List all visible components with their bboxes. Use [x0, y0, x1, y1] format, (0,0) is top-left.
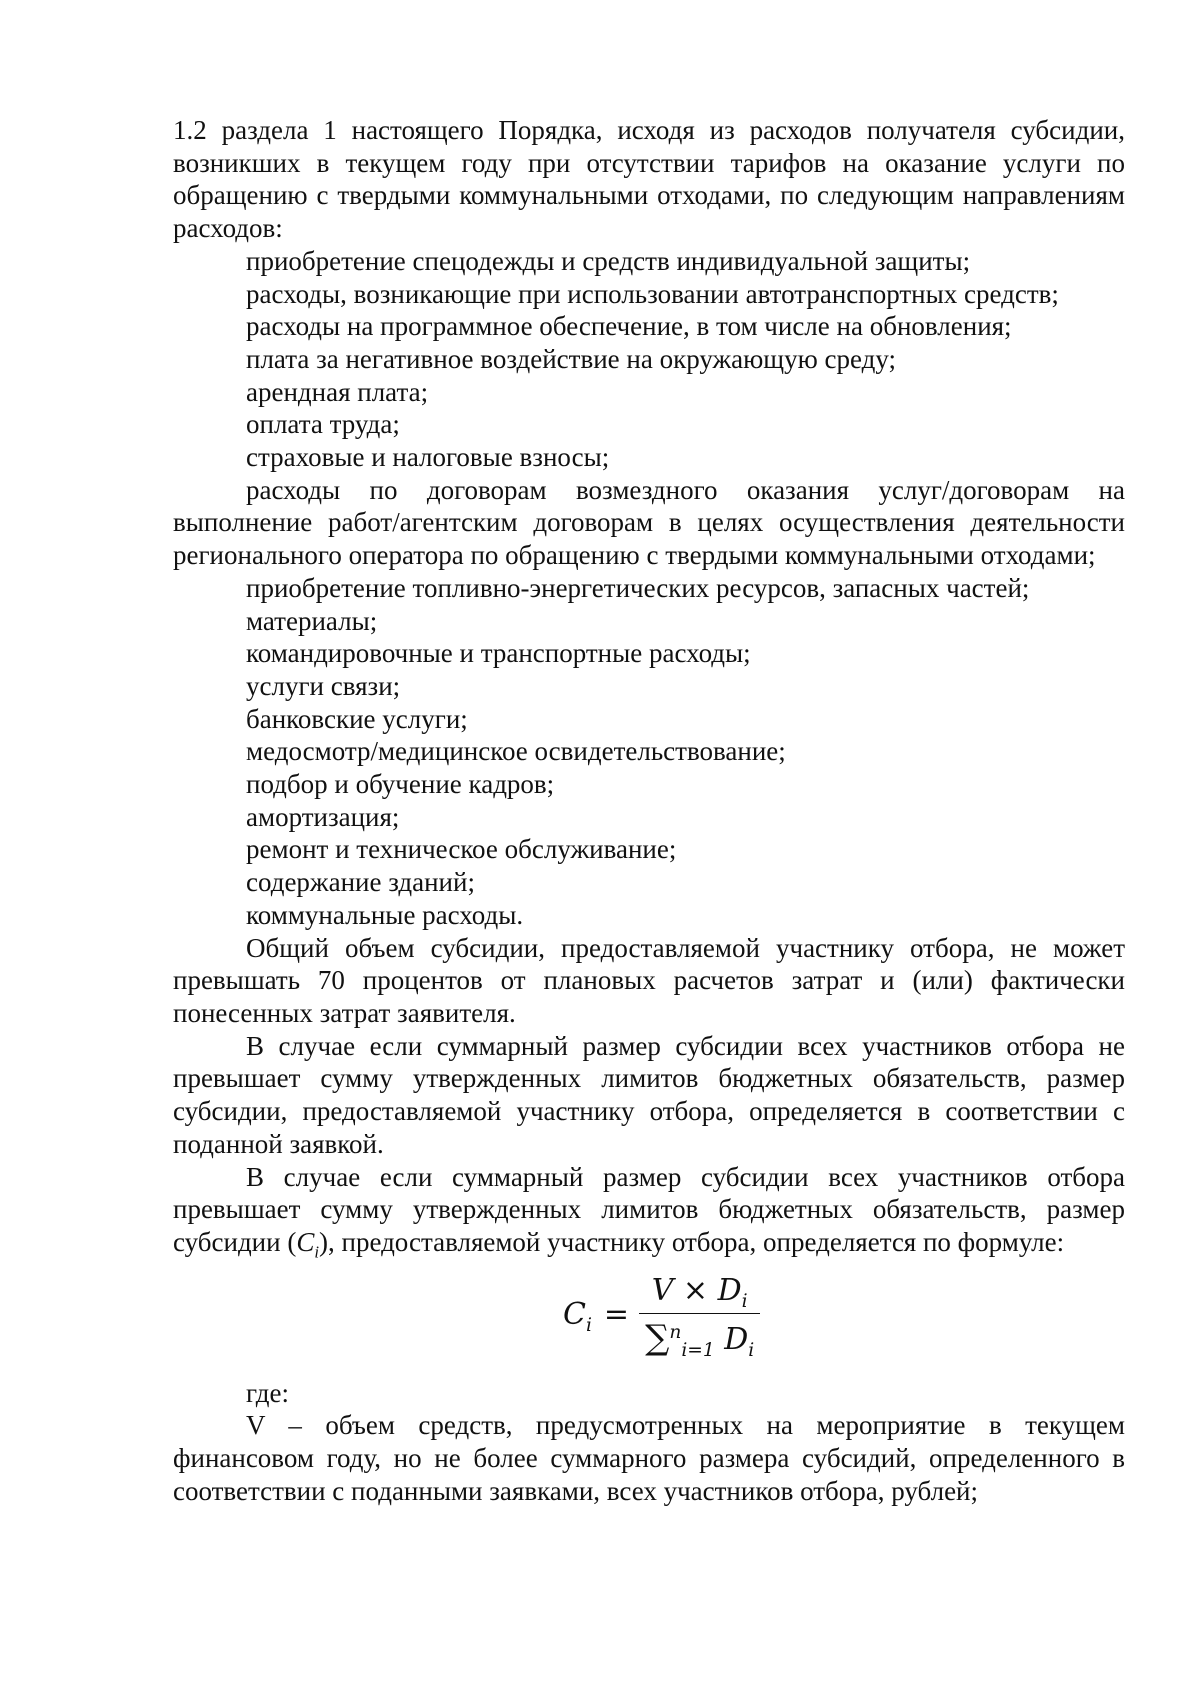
paragraph-v-definition: V – объем средств, предусмотренных на мероприятие в текущем финансовом году, но не более суммарного размера субсидий, определенного в соответствии с поданными заявками, всех участников отбора, рублей;: [173, 1410, 1125, 1506]
formula-denominator: ∑$^n_{i=1}$ $D_i$: [645, 1317, 755, 1361]
list-item: приобретение спецодежды и средств индивидуальной защиты;: [246, 245, 971, 276]
formula-numerator: $V \times D_i$: [651, 1272, 748, 1312]
paragraph-total-volume: Общий объем субсидии, предоставляемой участнику отбора, не может превышать 70 процентов от плановых расчетов затрат и (или) фактически понесенных затрат заявителя.: [173, 932, 1125, 1028]
list-item: содержание зданий;: [246, 867, 475, 898]
formula-lhs: $C_i$: [563, 1296, 592, 1336]
list-item: плата за негативное воздействие на окружающую среду;: [246, 343, 897, 374]
list-item: ремонт и техническое обслуживание;: [246, 834, 677, 865]
paragraph-contracts: расходы по договорам возмездного оказания услуг/договорам на выполнение работ/агентским договорам в целях осуществления деятельности регионального оператора по обращению с твердыми коммунальными отходами;: [173, 474, 1125, 571]
list-item: подбор и обучение кадров;: [246, 769, 555, 800]
paragraph-where: где:: [246, 1377, 289, 1408]
list-item: расходы, возникающие при использовании автотранспортных средств;: [246, 278, 1059, 309]
expense-list-a: [173, 245, 1125, 474]
list-item: приобретение топливно-энергетических ресурсов, запасных частей;: [246, 572, 1030, 603]
subsidy-formula: [173, 1259, 1125, 1377]
list-item: командировочные и транспортные расходы;: [246, 638, 751, 669]
list-item: страховые и налоговые взносы;: [246, 442, 610, 473]
document-page: [173, 114, 1125, 1507]
list-item: амортизация;: [246, 801, 400, 832]
sigma-symbol: ∑: [645, 1317, 670, 1358]
list-item: арендная плата;: [246, 376, 429, 407]
paragraph-case-not-exceeds: В случае если суммарный размер субсидии всех участников отбора не превышает сумму утвержденных лимитов бюджетных обязательств, размер субсидии, предоставляемой участнику отбора, определяется в соответствии с поданной заявкой.: [173, 1030, 1125, 1159]
formula-fraction: [639, 1272, 760, 1361]
formula-equals: =: [603, 1296, 630, 1332]
list-item: расходы на программное обеспечение, в том числе на обновления;: [246, 311, 1012, 342]
list-item: медосмотр/медицинское освидетельствование;: [246, 736, 786, 767]
list-item: банковские услуги;: [246, 703, 468, 734]
list-item: услуги связи;: [246, 670, 401, 701]
inline-variable: $C_i$: [296, 1226, 319, 1262]
expense-list-b: [173, 572, 1125, 932]
list-item: коммунальные расходы.: [246, 899, 524, 930]
paragraph-case-exceeds: [173, 1161, 1125, 1262]
list-item: материалы;: [246, 605, 378, 636]
formula-body: [563, 1272, 760, 1361]
text-segment: ), предоставляемой участнику отбора, определяется по формуле:: [319, 1226, 1065, 1257]
list-item: оплата труда;: [246, 409, 400, 440]
paragraph-intro: 1.2 раздела 1 настоящего Порядка, исходя из расходов получателя субсидии, возникших в текущем году при отсутствии тарифов на оказание услуги по обращению с твердыми коммунальными отходами, по следующим направлениям расходов:: [173, 115, 1125, 244]
text-segment: В случае если суммарный размер субсидии всех участников отбора превышает сумму утвержденных лимитов бюджетных обязательств, размер субсидии (: [173, 1161, 1125, 1257]
